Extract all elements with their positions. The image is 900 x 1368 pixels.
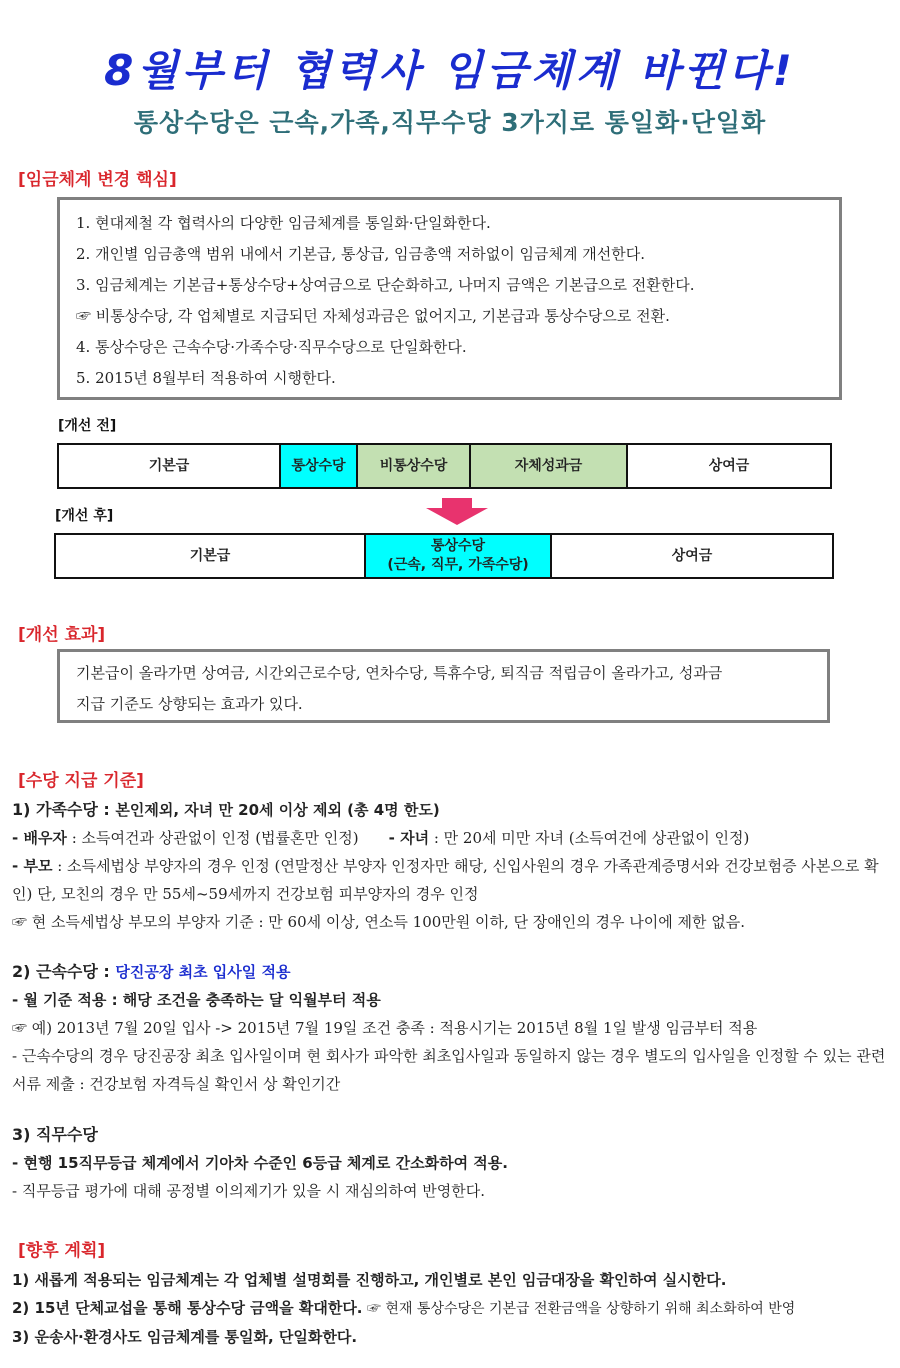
core-item-3-note: ☞ 비통상수당, 각 업체별로 지급되던 자체성과금은 없어지고, 기본급과 통상수당으로 전환. <box>76 307 670 325</box>
effect-heading: [개선 효과] <box>18 625 106 645</box>
family-desc: 본인제외, 자녀 만 20세 이상 제외 (총 4명 한도) <box>115 801 440 819</box>
family-note: ☞ 현 소득세법상 부모의 부양자 기준 : 만 60세 이상, 연소득 100만원 이하, 단 장애인의 경우 나이에 제한 없음. <box>12 913 746 931</box>
spouse-text: : 소득여건과 상관없이 인정 (법률혼만 인정) <box>66 829 359 847</box>
before-label: [개선 전] <box>58 418 117 434</box>
after-seg-bonus: 상여금 <box>671 547 713 564</box>
down-arrow-icon <box>424 498 490 526</box>
criteria-heading: [수당 지급 기준] <box>18 771 144 791</box>
duty-section <box>12 1121 894 1205</box>
spouse-label: - 배우자 <box>12 829 67 847</box>
duty-title: 3) 직무수당 <box>12 1125 98 1144</box>
core-box <box>57 197 842 400</box>
core-item-4: 4. 통상수당은 근속수당·가족수당·직무수당으로 단일화한다. <box>76 338 467 356</box>
plan-item-2-note: ☞ 현재 통상수당은 기본급 전환금액을 상향하기 위해 최소화하여 반영 <box>362 1301 796 1317</box>
plan-item-2: 2) 15년 단체교섭을 통해 통상수당 금액을 확대한다. <box>12 1299 363 1317</box>
before-seg-ordinary: 통상수당 <box>281 445 358 487</box>
core-heading: [임금체계 변경 핵심] <box>18 170 177 190</box>
plan-item-3: 3) 운송사·환경사도 임금체계를 통일화, 단일화한다. <box>12 1328 358 1346</box>
after-bar <box>54 533 834 579</box>
duty-line-2: - 직무등급 평가에 대해 공정별 이의제기가 있을 시 재심의하여 반영한다. <box>12 1182 485 1200</box>
core-item-3: 3. 임금체계는 기본급+통상수당+상여금으로 단순화하고, 나머지 금액은 기본급으로 전환한다. <box>76 276 695 294</box>
parent-label: - 부모 <box>12 857 53 875</box>
before-seg-performance: 자체성과금 <box>471 445 628 487</box>
core-item-2: 2. 개인별 임금총액 범위 내에서 기본급, 통상급, 임금총액 저하없이 임금체계 개선한다. <box>76 245 645 263</box>
tenure-example: ☞ 예) 2013년 7월 20일 입사 -> 2015년 7월 19일 조건 충족 : 적용시기는 2015년 8월 1일 발생 임금부터 적용 <box>12 1019 758 1037</box>
plan-item-1: 1) 새롭게 적용되는 임금체계는 각 업체별 설명회를 진행하고, 개인별로 본인 임금대장을 확인하여 실시한다. <box>12 1271 727 1289</box>
before-seg-bonus: 상여금 <box>708 457 750 474</box>
effect-box <box>57 649 830 723</box>
duty-line-1: - 현행 15직무등급 체계에서 기아차 수준인 6등급 체계로 간소화하여 적용. <box>12 1154 508 1172</box>
plan-heading: [향후 계획] <box>18 1241 106 1261</box>
tenure-title: 2) 근속수당 : <box>12 962 116 981</box>
effect-line-2: 지급 기준도 상향되는 효과가 있다. <box>76 695 303 713</box>
child-label: - 자녀 <box>388 829 430 847</box>
after-seg-ordinary-detail: (근속, 직무, 가족수당) <box>387 557 529 573</box>
after-seg-ordinary-title: 통상수당 <box>430 538 486 554</box>
plan-section <box>12 1266 894 1351</box>
tenure-desc: 당진공장 최초 입사일 적용 <box>115 963 291 981</box>
effect-line-1: 기본급이 올라가면 상여금, 시간외근로수당, 연차수당, 특휴수당, 퇴직금 적립금이 올라가고, 성과금 <box>76 664 723 682</box>
tenure-section <box>12 958 894 1098</box>
before-seg-nonordinary: 비통상수당 <box>358 445 471 487</box>
before-bar <box>57 443 832 489</box>
after-seg-base: 기본급 <box>56 535 366 577</box>
tenure-rule: - 월 기준 적용 : 해당 조건을 충족하는 달 익월부터 적용 <box>12 991 381 1009</box>
parent-text: : 소득세법상 부양자의 경우 인정 (연말정산 부양자 인정자만 해당, 신입사원의 경우 가족관계증명서와 건강보험증 사본으로 확인) 단, 모친의 경우 만 55세~59세까지 건강보험 피부양자의 경우 인정 <box>12 857 879 903</box>
main-title: 8월부터 협력사 임금체계 바뀐다! <box>104 46 796 95</box>
family-section <box>12 796 894 936</box>
tenure-note: - 근속수당의 경우 당진공장 최초 입사일이며 현 회사가 파악한 최초입사일과 동일하지 않는 경우 별도의 입사일을 인정할 수 있는 관련서류 제출 : 건강보험 자격득실 확인서 상 확인기간 <box>12 1047 886 1093</box>
core-item-5: 5. 2015년 8월부터 적용하여 시행한다. <box>76 369 336 387</box>
before-seg-base: 기본급 <box>59 445 281 487</box>
after-seg-ordinary <box>366 535 552 577</box>
core-item-1: 1. 현대제철 각 협력사의 다양한 임금체계를 통일화·단일화한다. <box>76 214 491 232</box>
after-label: [개선 후] <box>55 508 114 524</box>
child-text: : 만 20세 미만 자녀 (소득여건에 상관없이 인정) <box>429 829 750 847</box>
family-title: 1) 가족수당 : <box>12 800 116 819</box>
sub-title: 통상수당은 근속,가족,직무수당 3가지로 통일화·단일화 <box>133 108 767 137</box>
